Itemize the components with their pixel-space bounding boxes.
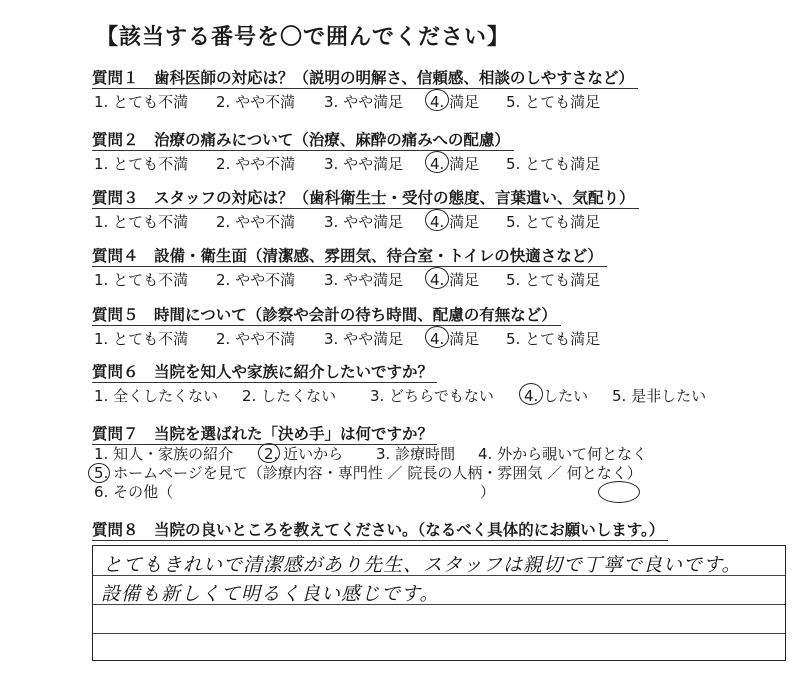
question-3-heading: 質問３ スタッフの対応は？（歯科衛生士・受付の態度、言葉遣い、気配り） bbox=[92, 188, 639, 209]
question-8 bbox=[92, 520, 668, 541]
q3-option-2[interactable]: 2. やや不満 bbox=[216, 213, 296, 231]
question-8-heading: 質問８ 当院の良いところを教えてください。（なるべく具体的にお願いします。） bbox=[92, 520, 668, 541]
question-3 bbox=[92, 188, 639, 231]
q4-option-2[interactable]: 2. やや不満 bbox=[216, 271, 296, 289]
q2-option-4[interactable]: 4. 満足 bbox=[430, 155, 480, 173]
q5-option-1[interactable]: 1. とても不満 bbox=[94, 330, 189, 348]
q3-selection-circle bbox=[425, 209, 449, 231]
question-4 bbox=[92, 246, 607, 289]
answer-box[interactable] bbox=[92, 545, 786, 661]
q2-option-2[interactable]: 2. やや不満 bbox=[216, 155, 296, 173]
question-1 bbox=[92, 68, 638, 111]
q7-option-1[interactable]: 1. 知人・家族の紹介 bbox=[94, 445, 234, 463]
q7-selection-circle-nantonaku bbox=[598, 481, 640, 503]
handwritten-answer-line-2: 設備も新しくて明るく良い感じです。 bbox=[101, 583, 440, 605]
q7-option-5[interactable]: 5. ホームページを見て（診療内容・専門性 ／ 院長の人柄・雰囲気 ／ 何となく） bbox=[94, 464, 642, 482]
question-2-heading: 質問２ 治療の痛みについて（治療、麻酔の痛みへの配慮） bbox=[92, 130, 514, 151]
q7-option-2[interactable]: 2. 近いから bbox=[264, 445, 344, 463]
form-title: 【該当する番号を〇で囲んでください】 bbox=[96, 25, 511, 50]
q5-selection-circle bbox=[425, 326, 449, 348]
q2-option-1[interactable]: 1. とても不満 bbox=[94, 155, 189, 173]
q5-option-4[interactable]: 4. 満足 bbox=[430, 330, 480, 348]
q7-selection-circle-5 bbox=[88, 463, 110, 483]
q4-selection-circle bbox=[425, 267, 449, 289]
q6-option-5[interactable]: 5. 是非したい bbox=[612, 387, 707, 405]
question-2-options bbox=[92, 151, 601, 173]
question-3-options bbox=[92, 209, 639, 231]
q4-option-5[interactable]: 5. とても満足 bbox=[506, 271, 601, 289]
q7-option-3[interactable]: 3. 診療時間 bbox=[376, 445, 456, 463]
question-6-options bbox=[92, 383, 707, 405]
q6-option-1[interactable]: 1. 全くしたくない bbox=[94, 387, 219, 405]
question-7-options bbox=[92, 445, 648, 502]
q1-option-2[interactable]: 2. やや不満 bbox=[216, 93, 296, 111]
q6-selection-circle bbox=[519, 383, 543, 405]
question-5 bbox=[92, 305, 601, 348]
question-6-heading: 質問６ 当院を知人や家族に紹介したいですか？ bbox=[92, 362, 437, 383]
q3-option-1[interactable]: 1. とても不満 bbox=[94, 213, 189, 231]
question-1-options bbox=[92, 89, 638, 111]
q3-option-5[interactable]: 5. とても満足 bbox=[506, 213, 601, 231]
q1-option-4[interactable]: 4. 満足 bbox=[430, 93, 480, 111]
q6-option-3[interactable]: 3. どちらでもない bbox=[370, 387, 494, 405]
q6-option-2[interactable]: 2. したくない bbox=[242, 387, 337, 405]
q3-option-4[interactable]: 4. 満足 bbox=[430, 213, 480, 231]
q2-selection-circle bbox=[425, 151, 449, 173]
q4-option-4[interactable]: 4. 満足 bbox=[430, 271, 480, 289]
q7-option-4[interactable]: 4. 外から覗いて何となく bbox=[478, 445, 648, 463]
question-7 bbox=[92, 424, 648, 502]
q7-option-6[interactable]: 6. その他（ bbox=[94, 483, 174, 501]
q2-option-5[interactable]: 5. とても満足 bbox=[506, 155, 601, 173]
question-5-heading: 質問５ 時間について（診察や会計の待ち時間、配慮の有無など） bbox=[92, 305, 561, 326]
question-4-heading: 質問４ 設備・衛生面（清潔感、雰囲気、待合室・トイレの快適さなど） bbox=[92, 246, 607, 267]
q1-selection-circle bbox=[425, 89, 449, 111]
handwritten-answer-line-1: とてもきれいで清潔感があり先生、スタッフは親切で丁寧で良いです。 bbox=[103, 554, 742, 576]
q1-option-1[interactable]: 1. とても不満 bbox=[94, 93, 189, 111]
q2-option-3[interactable]: 3. やや満足 bbox=[324, 155, 404, 173]
q4-option-1[interactable]: 1. とても不満 bbox=[94, 271, 189, 289]
q5-option-3[interactable]: 3. やや満足 bbox=[324, 330, 404, 348]
question-5-options bbox=[92, 326, 601, 348]
q7-option-6-close: ） bbox=[480, 483, 496, 501]
q5-option-5[interactable]: 5. とても満足 bbox=[506, 330, 601, 348]
q4-option-3[interactable]: 3. やや満足 bbox=[324, 271, 404, 289]
q1-option-5[interactable]: 5. とても満足 bbox=[506, 93, 601, 111]
q1-option-3[interactable]: 3. やや満足 bbox=[324, 93, 404, 111]
question-1-heading: 質問１ 歯科医師の対応は？（説明の明解さ、信頼感、相談のしやすさなど） bbox=[92, 68, 638, 89]
question-7-heading: 質問７ 当院を選ばれた「決め手」は何ですか？ bbox=[92, 424, 437, 445]
question-6 bbox=[92, 362, 707, 405]
q3-option-3[interactable]: 3. やや満足 bbox=[324, 213, 404, 231]
question-2 bbox=[92, 130, 601, 173]
q6-option-4[interactable]: 4. したい bbox=[524, 387, 589, 405]
question-4-options bbox=[92, 267, 607, 289]
q5-option-2[interactable]: 2. やや不満 bbox=[216, 330, 296, 348]
answer-rule-3 bbox=[93, 633, 785, 634]
q7-selection-circle-2 bbox=[258, 443, 280, 463]
